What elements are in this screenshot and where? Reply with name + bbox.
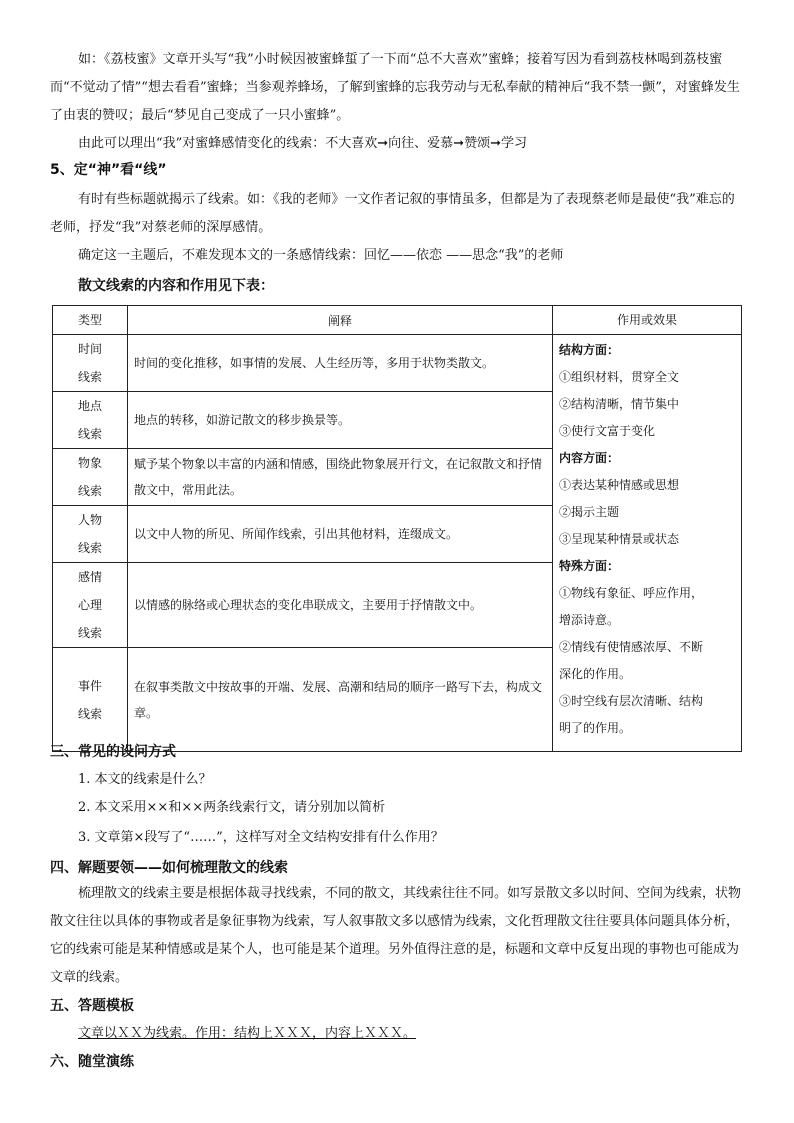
table-row [53,335,742,392]
section-heading-6: 六、随堂演练 [50,1054,134,1070]
table-title: 散文线索的内容和作用见下表： [78,278,274,294]
row-type: 物象 线索 [53,449,128,506]
row-type: 时间 线索 [53,335,128,392]
clue-table [52,305,742,752]
effects-structure-head: 结构方面： [559,343,620,357]
question-item: 2. 本文采用××和××两条线索行文，请分别加以简析 [78,800,386,815]
effects-cell: 结构方面： ①组织材料，贯穿全文 ②结构清晰，情节集中 ③使行文富于变化 内容方面： ①表达某种情感或思想 ②揭示主题 ③呈现某种情景或状态 特殊方面： ①物线有象征、呼应作用， 增添诗意。 ②情线有使情感浓厚、不断 深化的作用。 ③时空线有层次清晰、结构 明了的作用。 [553,335,742,752]
row-type: 地点 线索 [53,392,128,449]
row-desc: 以情感的脉络或心理状态的变化串联成文，主要用于抒情散文中。 [128,563,553,648]
row-desc: 以文中人物的所见、所闻作线索，引出其他材料，连缀成文。 [128,506,553,563]
section-heading-5b: 五、答题模板 [50,998,134,1014]
row-desc: 地点的转移，如游记散文的移步换景等。 [128,392,553,449]
section4-paragraph: 梳理散文的线索主要是根据体裁寻找线索，不同的散文，其线索往往不同。如写景散文多以时间、空间为线索，状物散文往往以具体的事物或者是象征事物为线索，写人叙事散文多以感情为线索，文化哲理散文往往要具体问题具体分析，它的线索可能是某种情感或是某个人，也可能是某个道理。另外值得注意的是，标题和文章中反复出现的事物也可能成为文章的线索。 [50,886,742,985]
header-desc: 阐释 [128,306,553,335]
section5-paragraph-2: 确定这一主题后，不难发现本文的一条感情线索：回忆——依恋 ——思念“我”的老师 [78,248,564,263]
row-desc: 时间的变化推移，如事情的发展、人生经历等，多用于状物类散文。 [128,335,553,392]
effects-content-head: 内容方面： [559,451,620,465]
section-heading-4: 四、解题要领——如何梳理散文的线索 [50,860,288,876]
row-type: 感情 心理 线索 [53,563,128,648]
question-item: 3. 文章第×段写了“……”，这样写对全文结构安排有什么作用？ [78,830,444,845]
row-desc: 在叙事类散文中按故事的开端、发展、高潮和结局的顺序一路写下去，构成文章。 [128,648,553,752]
row-type: 人物 线索 [53,506,128,563]
intro-paragraph-1: 如：《荔枝蜜》文章开头写“我”小时候因被蜜蜂蜇了一下而“总不大喜欢”蜜蜂；接着写因为看到荔枝林喝到荔枝蜜而“不觉动了情”“想去看看”蜜蜂；当参观养蜂场，了解到蜜蜂的忘我劳动与无私奉献的精神后“我不禁一颤”，对蜜蜂发生了由衷的赞叹；最后“梦见自己变成了一只小蜜蜂”。 [50,52,740,123]
header-type: 类型 [53,306,128,335]
row-type: 事件 线索 [53,648,128,752]
section-heading-5: 5、定“神”看“线” [50,162,167,178]
table-header-row [53,306,742,335]
section5-paragraph-1: 有时有些标题就揭示了线索。如：《我的老师》一文作者记叙的事情虽多，但都是为了表现蔡老师是最使“我”难忘的老师，抒发“我”对蔡老师的深厚感情。 [50,192,735,235]
section-heading-3: 三、常见的设问方式 [50,744,176,760]
header-effect: 作用或效果 [553,306,742,335]
answer-template: 文章以ＸＸ为线索。作用：结构上ＸＸＸ，内容上ＸＸＸ。 [78,1026,417,1041]
row-desc: 赋予某个物象以丰富的内涵和情感，围绕此物象展开行文，在记叙散文和抒情散文中，常用此法。 [128,449,553,506]
effects-special-head: 特殊方面： [559,559,620,573]
intro-paragraph-2: 由此可以理出“我”对蜜蜂感情变化的线索：不大喜欢➞向往、爱慕➞赞颂➞学习 [78,136,527,151]
question-item: 1. 本文的线索是什么？ [78,772,212,787]
